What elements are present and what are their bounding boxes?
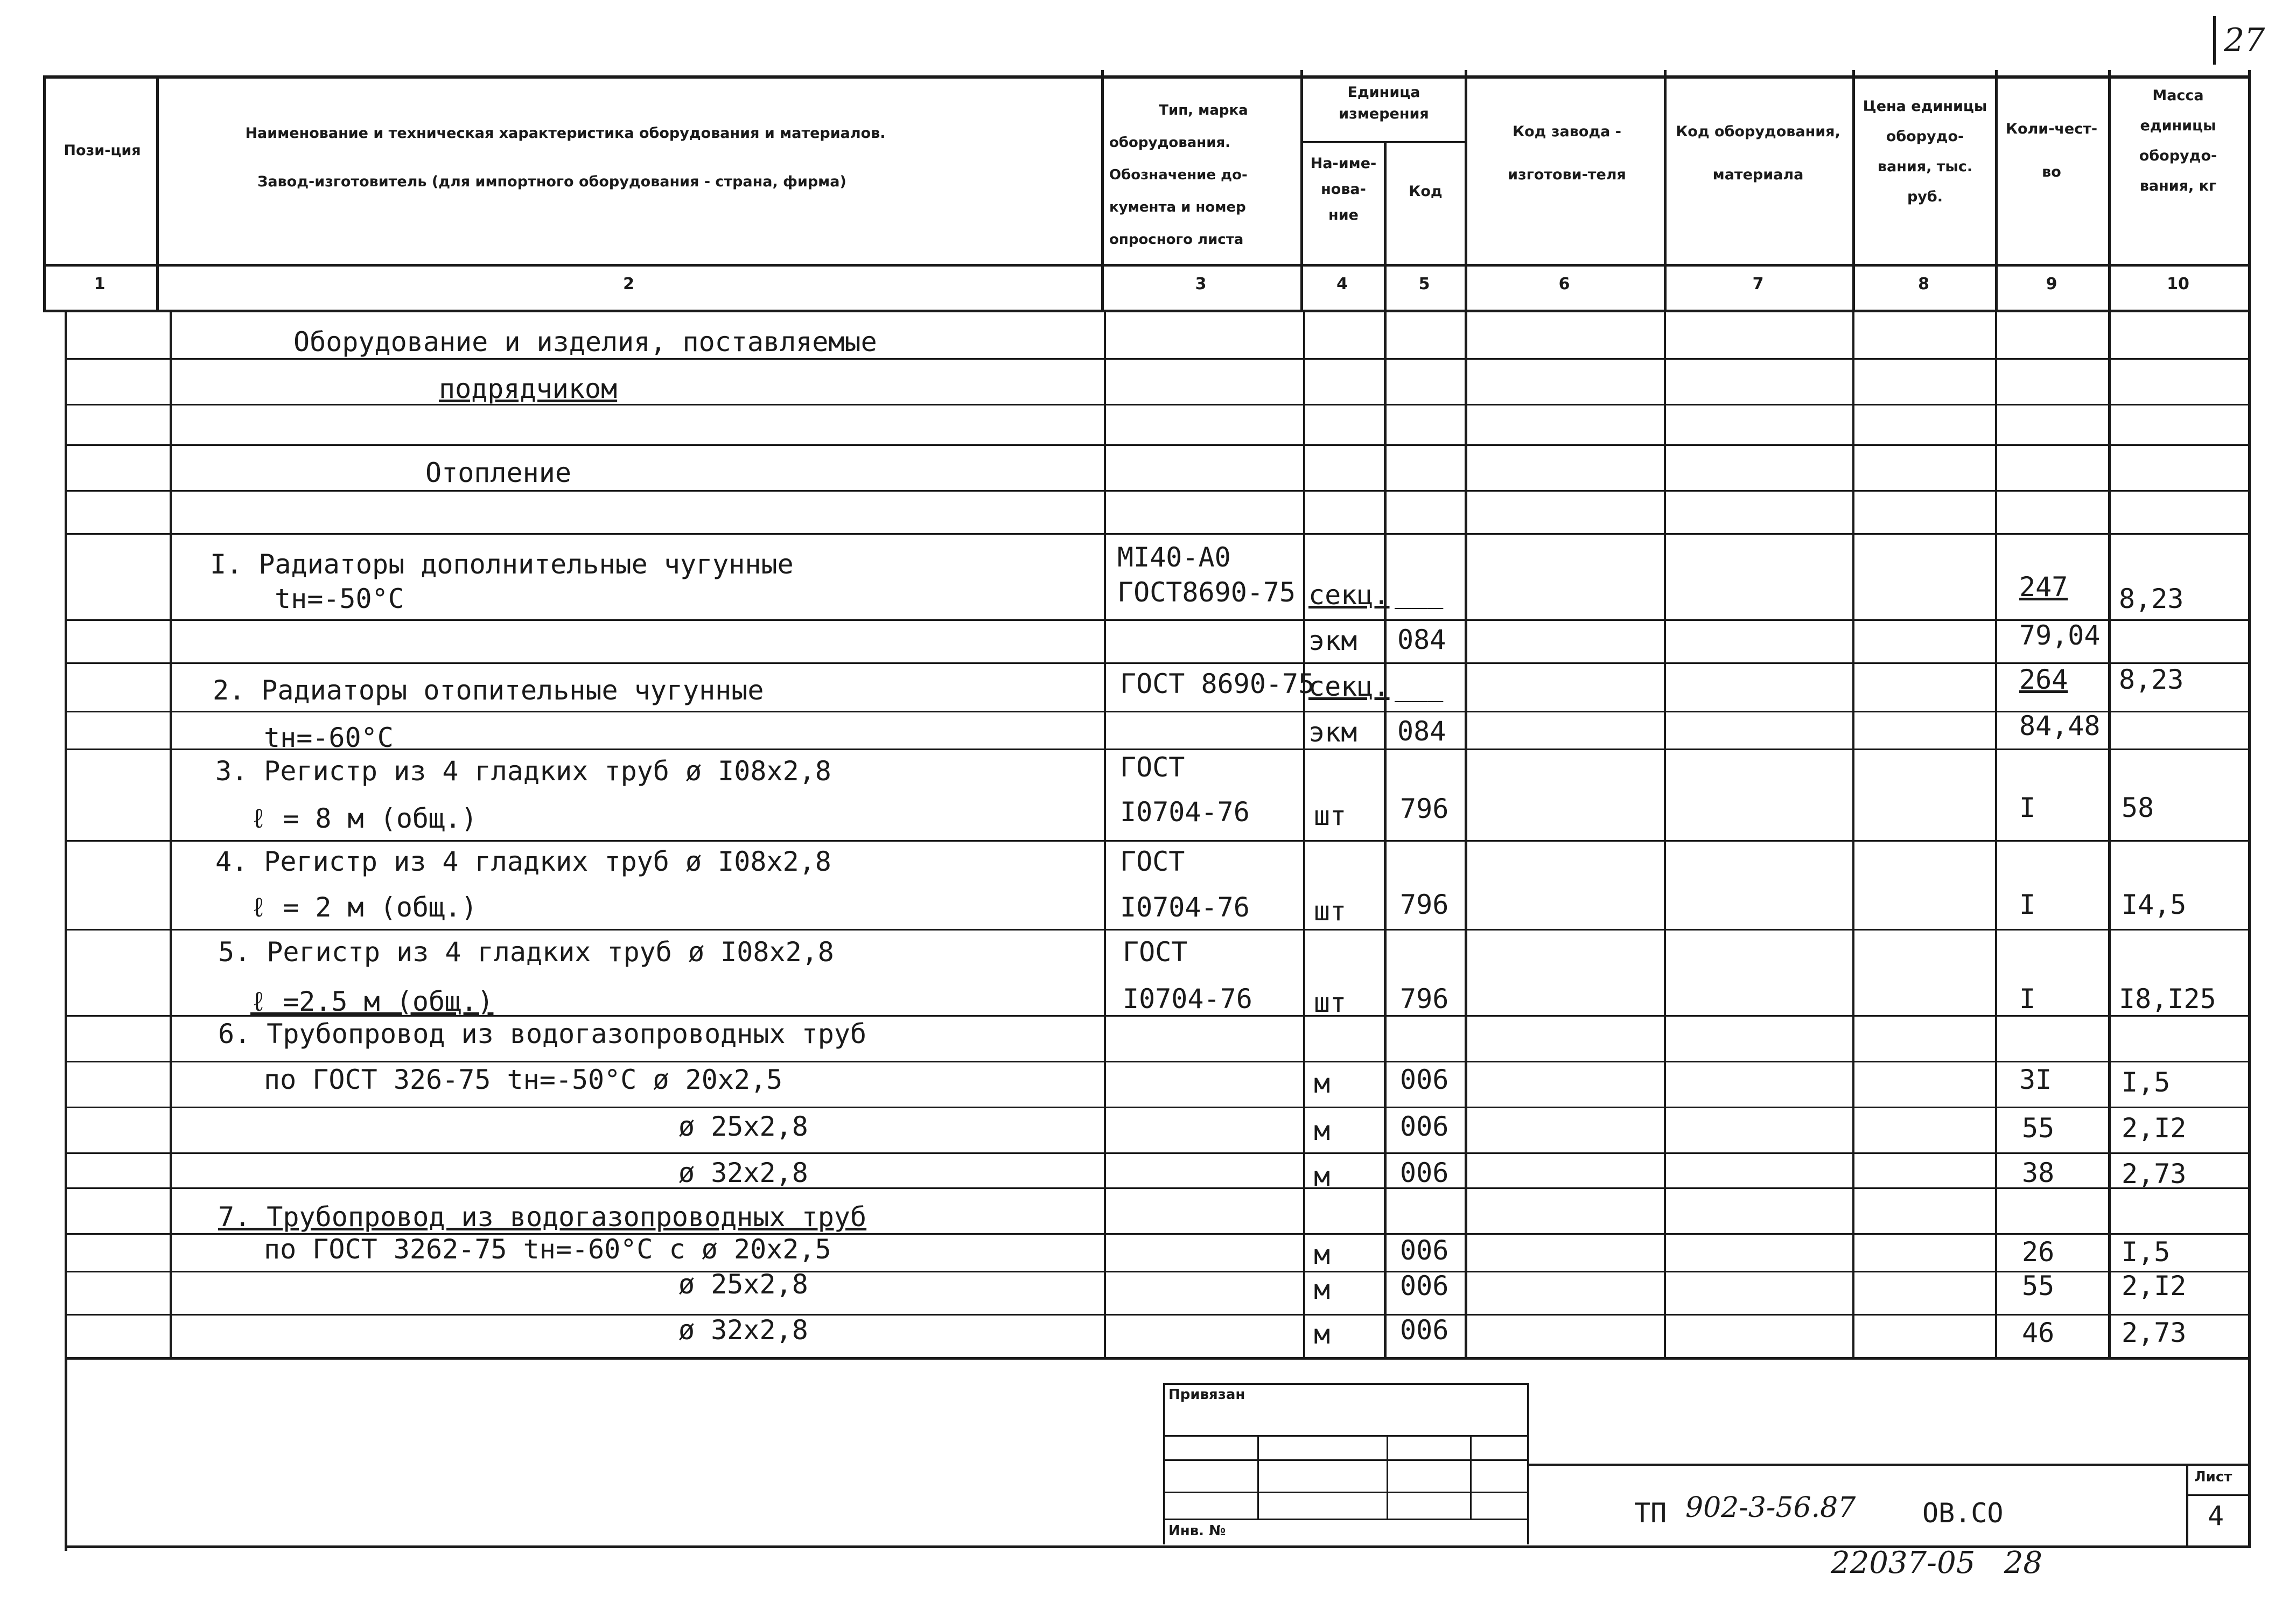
header-equipment-code: Код оборудования, материала — [1676, 123, 1840, 183]
header-unit-code: Код — [1409, 183, 1443, 200]
item-2-type: ГОСТ 8690-75 — [1120, 668, 1315, 699]
item-7b-unit: м — [1314, 1274, 1331, 1305]
item-7b-mass: 2,I2 — [2122, 1270, 2187, 1302]
item-6c-mass: 2,73 — [2122, 1158, 2187, 1190]
item-6c-spec: ø 32x2,8 — [678, 1157, 808, 1188]
item-4-code: 796 — [1400, 889, 1449, 920]
bottom-handwritten-note: 22037-05 28 — [1831, 1545, 2042, 1580]
item-6-name: 6. Трубопровод из водогазопроводных труб — [218, 1018, 867, 1050]
item-6b-unit: м — [1314, 1115, 1331, 1146]
stamp-doc-suffix: ОВ.СО — [1922, 1498, 2004, 1529]
subsection-title: Отопление — [425, 457, 571, 488]
corner-page-number: 27 — [2224, 22, 2265, 59]
item-1-gost: ГОСТ8690-75 — [1117, 577, 1296, 608]
item-7c-code: 006 — [1400, 1314, 1449, 1346]
item-6b-code: 006 — [1400, 1111, 1449, 1142]
stamp-inv-no: Инв. № — [1168, 1523, 1226, 1539]
item-5-code: 796 — [1400, 983, 1449, 1015]
item-5-name: 5. Регистр из 4 гладких труб ø I08x2,8 — [218, 936, 834, 968]
stamp-sheet-number: 4 — [2208, 1500, 2224, 1531]
item-5-qty: I — [2019, 983, 2036, 1015]
item-3-mass: 58 — [2122, 792, 2154, 823]
item-4-length: ℓ = 2 м (общ.) — [250, 892, 478, 923]
item-6-qty: 3I — [2019, 1064, 2052, 1095]
item-2-code2: 084 — [1397, 716, 1446, 747]
item-1-name: I. Радиаторы дополнительные чугунные — [210, 549, 794, 580]
item-1-mass: 8,23 — [2119, 583, 2184, 614]
item-6-unit: м — [1314, 1068, 1331, 1099]
item-3-gost: I0704-76 — [1120, 796, 1250, 828]
item-1-code: ___ — [1395, 578, 1444, 609]
header-name-line1: Наименование и техническая характеристика оборудования и материалов. — [245, 125, 886, 142]
item-1-qty2: 79,04 — [2019, 620, 2101, 651]
item-7c-spec: ø 32x2,8 — [678, 1314, 808, 1346]
spec-sheet: 27 Пози-ция Наименование и техническая характеристика оборудования и материалов. Завод-изготовитель (для импортного оборудования - страна, фирма) Тип, марка оборудования. Обозначение до- кумента и номер опросного листа Единица измерения На-име-нова-ние Код Код завода - изготови-теля Код оборудования, материала Цена единицы оборудо-вания, тыс. руб. Коли-чест-во Масса единицы оборудо-вания, кг 1 2 3 4 5 6 7 8 9 10 Оборудование и изделия, поставляемые подрядчиком Отопление I. Радиаторы дополнительные чугунные МI40-А0 tн=-50°С ГОСТ8690-75 секц. ___ 247 8,23 экм 084 79,04 2. Радиаторы отопительные чугунные ГОСТ 8690-75 секц. ___ 264 8,23 tн=-60°С экм 084 84,48 3. Регистр из 4 гладких труб ø I08x2,8 ГОСТ ℓ = 8 м (общ.) I0704-76 шт 796 I 58 4. Регистр из 4 гладких труб ø I08x2,8 ГОСТ ℓ = 2 м (общ.) I0704-76 шт 796 I I4,5 5. Регистр из 4 гладких труб ø I08x2,8 ГОСТ ℓ =2.5 м (общ.) I0704-76 шт 796 I I8,I25 6. Трубопровод из водогазопроводных труб по ГОСТ 326-75 tн=-50°С ø 20x2,5 м 006 3I I,5 ø 25x2,8 м 006 55 2,I2 ø 32x2,8 м 006 38 2,73 7. Трубопровод из водогазопроводных труб по ГОСТ 3262-75 tн=-60°С с ø 20x2,5 м 006 26 I,5 ø 25x2,8 м 006 55 2,I2 ø 32x2,8 м 006 46 2,73 Привязан Инв. № ТП 902-3-56.87 ОВ.СО Лист 4 22037-05 28 — [0, 0, 2296, 1609]
item-7b-code: 006 — [1400, 1270, 1449, 1302]
item-7c-unit: м — [1314, 1319, 1331, 1350]
item-6-spec: по ГОСТ 326-75 tн=-50°С ø 20x2,5 — [264, 1064, 783, 1095]
stamp-doc-prefix: ТП — [1634, 1498, 1667, 1529]
item-7-unit: м — [1314, 1239, 1331, 1270]
item-6b-qty: 55 — [2022, 1113, 2055, 1144]
item-6b-spec: ø 25x2,8 — [678, 1111, 808, 1142]
header-price: Цена единицы оборудо-вания, тыс. руб. — [1863, 98, 1987, 205]
item-3-name: 3. Регистр из 4 гладких труб ø I08x2,8 — [215, 755, 831, 787]
item-6c-unit: м — [1314, 1161, 1331, 1192]
item-1-code2: 084 — [1397, 624, 1446, 655]
item-7-mass: I,5 — [2122, 1236, 2171, 1268]
item-7-name: 7. Трубопровод из водогазопроводных труб — [218, 1201, 867, 1233]
item-2-unit2: экм — [1308, 717, 1357, 748]
item-7b-spec: ø 25x2,8 — [678, 1269, 808, 1300]
header-unit-name: На-име-нова-ние — [1310, 155, 1377, 223]
item-5-mass: I8,I25 — [2119, 983, 2216, 1015]
stamp-sheet-label: Лист — [2194, 1469, 2232, 1485]
item-6b-mass: 2,I2 — [2122, 1113, 2187, 1144]
item-4-name: 4. Регистр из 4 гладких труб ø I08x2,8 — [215, 846, 831, 877]
header-quantity: Коли-чест-во — [2005, 121, 2098, 180]
item-6c-qty: 38 — [2022, 1157, 2055, 1188]
item-5-gost: I0704-76 — [1123, 983, 1252, 1015]
item-2-qty: 264 — [2019, 664, 2068, 695]
stamp-privyazan: Привязан — [1168, 1387, 1245, 1403]
item-7-code: 006 — [1400, 1235, 1449, 1266]
item-1-unit2: экм — [1308, 625, 1357, 656]
item-4-mass: I4,5 — [2122, 889, 2187, 920]
item-3-unit: шт — [1314, 800, 1347, 831]
section-title-line2: подрядчиком — [439, 373, 618, 404]
item-4-gost: I0704-76 — [1120, 892, 1250, 923]
header-name-line2: Завод-изготовитель (для импортного оборудования - страна, фирма) — [257, 173, 846, 190]
header-mass: Масса единицы оборудо-вания, кг — [2139, 87, 2217, 194]
item-3-type: ГОСТ — [1120, 752, 1185, 783]
item-2-unit: секц. — [1308, 671, 1390, 702]
item-2-temp: tн=-60°С — [264, 722, 394, 753]
item-2-mass: 8,23 — [2119, 664, 2184, 695]
item-4-unit: шт — [1314, 896, 1347, 927]
item-3-length: ℓ = 8 м (общ.) — [250, 803, 478, 834]
item-5-type: ГОСТ — [1123, 936, 1188, 968]
item-5-unit: шт — [1314, 987, 1347, 1018]
item-6-code: 006 — [1400, 1064, 1449, 1095]
item-1-qty: 247 — [2019, 571, 2068, 603]
item-2-name: 2. Радиаторы отопительные чугунные — [213, 675, 764, 706]
item-3-code: 796 — [1400, 793, 1449, 824]
item-7c-mass: 2,73 — [2122, 1317, 2187, 1348]
item-2-code: ___ — [1395, 671, 1444, 702]
item-6c-code: 006 — [1400, 1157, 1449, 1188]
item-6-mass: I,5 — [2122, 1067, 2171, 1098]
item-7c-qty: 46 — [2022, 1317, 2055, 1348]
item-4-qty: I — [2019, 889, 2036, 920]
section-title-line1: Оборудование и изделия, поставляемые — [293, 326, 877, 358]
item-1-type: МI40-А0 — [1117, 542, 1231, 573]
stamp-doc-number: 902-3-56.87 — [1685, 1492, 1856, 1524]
item-1-temp: tн=-50°С — [275, 583, 404, 614]
item-7-qty: 26 — [2022, 1236, 2055, 1268]
item-7-spec: по ГОСТ 3262-75 tн=-60°С с ø 20x2,5 — [264, 1234, 831, 1265]
item-1-unit: секц. — [1308, 579, 1390, 611]
header-unit-group: Единица измерения — [1339, 84, 1429, 122]
item-4-type: ГОСТ — [1120, 846, 1185, 877]
item-3-qty: I — [2019, 792, 2036, 823]
header-factory-code: Код завода - изготови-теля — [1508, 123, 1626, 183]
item-7b-qty: 55 — [2022, 1270, 2055, 1302]
item-2-qty2: 84,48 — [2019, 710, 2101, 741]
header-type: Тип, марка оборудования. Обозначение до- кумента и номер опросного листа — [1109, 102, 1248, 248]
item-5-length: ℓ =2.5 м (общ.) — [250, 986, 494, 1017]
header-position: Пози-ция — [64, 142, 141, 159]
